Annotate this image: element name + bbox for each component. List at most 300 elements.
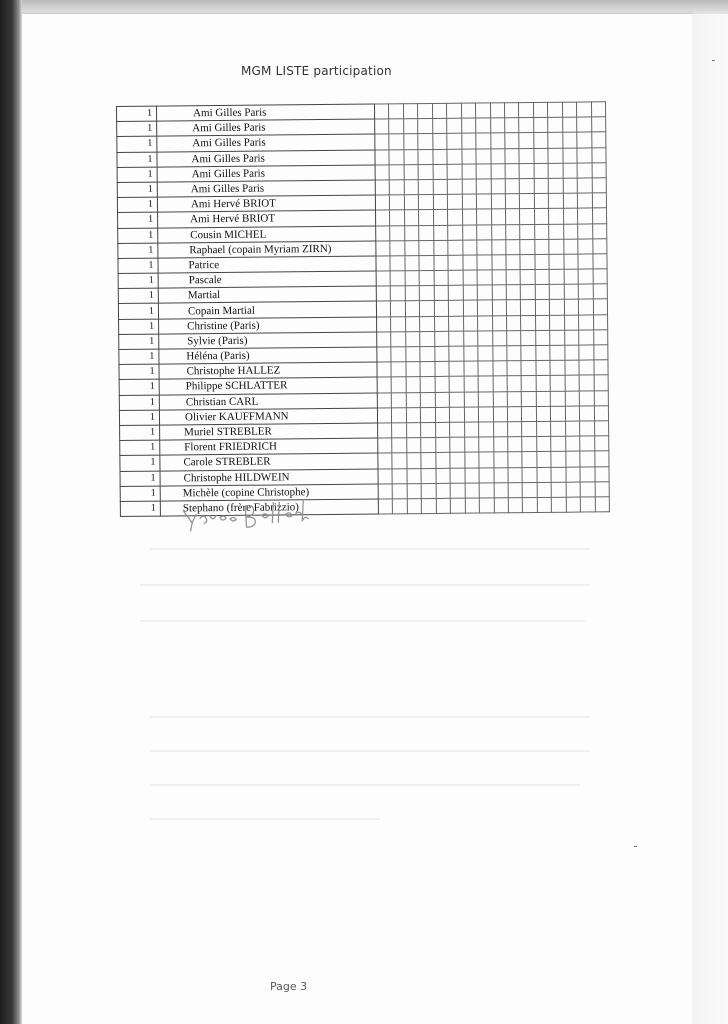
tick-cell	[450, 498, 465, 513]
tick-cell	[594, 436, 609, 451]
participant-count: 1	[120, 455, 160, 471]
tick-cell	[391, 362, 406, 377]
tick-cell	[448, 194, 463, 209]
tick-cell	[548, 117, 563, 132]
participant-count: 1	[119, 319, 159, 335]
tick-cell	[591, 117, 606, 132]
participant-count: 1	[119, 364, 159, 380]
tick-cell	[549, 209, 564, 224]
tick-cell	[521, 285, 536, 300]
tick-cell	[406, 331, 421, 346]
participant-count: 1	[117, 152, 157, 168]
tick-cell	[465, 468, 480, 483]
participant-name: Ami Gilles Paris	[157, 134, 375, 151]
participant-name: Stephano (frère Fabrizzio)	[160, 499, 378, 516]
tick-cell	[389, 119, 404, 134]
tick-cell	[375, 195, 390, 210]
tick-cell	[593, 254, 608, 269]
tick-cell	[419, 271, 434, 286]
tick-cell	[434, 316, 449, 331]
tick-cell	[534, 209, 549, 224]
tick-cell	[477, 300, 492, 315]
tick-cell	[520, 254, 535, 269]
tick-cell	[418, 119, 433, 134]
participant-count: 1	[118, 258, 158, 274]
participant-count: 1	[119, 395, 159, 411]
participant-count: 1	[120, 440, 160, 456]
tick-cell	[419, 255, 434, 270]
tick-cell	[436, 453, 451, 468]
tick-cell	[436, 468, 451, 483]
tick-cell	[433, 149, 448, 164]
tick-cell	[491, 194, 506, 209]
tick-cell	[491, 179, 506, 194]
tick-cell	[404, 195, 419, 210]
tick-cell	[461, 103, 476, 118]
tick-cell	[375, 134, 390, 149]
tick-cell	[579, 375, 594, 390]
participant-name: Héléna (Paris)	[159, 347, 377, 364]
tick-cell	[563, 148, 578, 163]
tick-cell	[507, 376, 522, 391]
tick-cell	[390, 225, 405, 240]
tick-cell	[519, 133, 534, 148]
tick-cell	[591, 102, 606, 117]
tick-cell	[520, 209, 535, 224]
tick-cell	[478, 331, 493, 346]
tick-cell	[433, 164, 448, 179]
tick-cell	[447, 149, 462, 164]
tick-cell	[549, 239, 564, 254]
tick-cell	[577, 117, 592, 132]
tick-cell	[494, 482, 509, 497]
tick-cell	[392, 377, 407, 392]
participant-name: Olivier KAUFFMANN	[159, 408, 377, 425]
tick-cell	[548, 148, 563, 163]
tick-cell	[566, 497, 581, 512]
tick-cell	[490, 148, 505, 163]
participant-name: Christine (Paris)	[159, 317, 377, 334]
tick-cell	[507, 361, 522, 376]
tick-cell	[521, 376, 536, 391]
tick-cell	[478, 316, 493, 331]
tick-cell	[378, 484, 393, 499]
participant-name: Christophe HALLEZ	[159, 362, 377, 379]
tick-cell	[536, 345, 551, 360]
participant-count: 1	[118, 273, 158, 289]
tick-cell	[421, 453, 436, 468]
scan-speck	[712, 60, 715, 61]
tick-cell	[551, 482, 566, 497]
participant-name: Christian CARL	[159, 393, 377, 410]
tick-cell	[433, 134, 448, 149]
tick-cell	[536, 376, 551, 391]
tick-cell	[490, 103, 505, 118]
participant-name: Florent FRIEDRICH	[160, 438, 378, 455]
tick-cell	[434, 286, 449, 301]
tick-cell	[479, 467, 494, 482]
tick-cell	[520, 178, 535, 193]
tick-cell	[421, 483, 436, 498]
tick-cell	[421, 438, 436, 453]
tick-cell	[591, 147, 606, 162]
tick-cell	[594, 451, 609, 466]
tick-cell	[535, 300, 550, 315]
tick-cell	[390, 180, 405, 195]
scan-speck	[634, 846, 637, 847]
tick-cell	[433, 210, 448, 225]
tick-cell	[566, 467, 581, 482]
tick-cell	[462, 209, 477, 224]
participant-name: Carole STREBLER	[160, 453, 378, 470]
tick-cell	[420, 316, 435, 331]
tick-cell	[562, 102, 577, 117]
tick-cell	[448, 285, 463, 300]
tick-cell	[432, 103, 447, 118]
tick-cell	[419, 179, 434, 194]
tick-cell	[377, 408, 392, 423]
document-title: MGM LISTE participation	[241, 64, 392, 78]
tick-cell	[493, 376, 508, 391]
tick-cell	[462, 240, 477, 255]
tick-cell	[551, 467, 566, 482]
participant-count: 1	[118, 212, 158, 228]
tick-cell	[374, 104, 389, 119]
tick-cell	[549, 254, 564, 269]
show-through-line	[150, 784, 580, 786]
tick-cell	[376, 286, 391, 301]
tick-cell	[549, 284, 564, 299]
tick-cell	[580, 406, 595, 421]
tick-cell	[578, 239, 593, 254]
tick-cell	[549, 193, 564, 208]
tick-cell	[492, 270, 507, 285]
participant-count: 1	[119, 379, 159, 395]
show-through-line	[150, 548, 590, 550]
tick-cell	[404, 180, 419, 195]
tick-cell	[435, 407, 450, 422]
participant-name: Pascale	[158, 271, 376, 288]
tick-cell	[563, 163, 578, 178]
tick-cell	[551, 421, 566, 436]
tick-cell	[535, 315, 550, 330]
tick-cell	[419, 225, 434, 240]
participant-name: Ami Gilles Paris	[157, 165, 375, 182]
tick-cell	[418, 149, 433, 164]
participant-name: Ami Gilles Paris	[157, 104, 375, 121]
tick-cell	[476, 164, 491, 179]
tick-cell	[579, 330, 594, 345]
tick-cell	[492, 285, 507, 300]
tick-cell	[506, 285, 521, 300]
tick-cell	[522, 421, 537, 436]
tick-cell	[550, 360, 565, 375]
tick-cell	[491, 164, 506, 179]
tick-cell	[506, 300, 521, 315]
tick-cell	[507, 422, 522, 437]
tick-cell	[464, 422, 479, 437]
participant-name: Muriel STREBLER	[160, 423, 378, 440]
tick-cell	[592, 238, 607, 253]
tick-cell	[580, 451, 595, 466]
tick-cell	[522, 452, 537, 467]
participant-name: Cousin MICHEL	[158, 226, 376, 243]
tick-cell	[592, 163, 607, 178]
participant-name: Ami Hervé BRIOT	[157, 195, 375, 212]
tick-cell	[405, 255, 420, 270]
tick-cell	[418, 164, 433, 179]
tick-cell	[519, 102, 534, 117]
tick-cell	[534, 133, 549, 148]
tick-cell	[464, 407, 479, 422]
tick-cell	[579, 360, 594, 375]
scan-shadow-left	[0, 0, 22, 1024]
tick-cell	[548, 178, 563, 193]
tick-cell	[508, 452, 523, 467]
tick-cell	[448, 270, 463, 285]
tick-cell	[435, 437, 450, 452]
tick-cell	[593, 269, 608, 284]
tick-cell	[463, 316, 478, 331]
tick-cell	[419, 210, 434, 225]
tick-cell	[535, 239, 550, 254]
tick-cell	[564, 254, 579, 269]
tick-cell	[537, 467, 552, 482]
tick-cell	[580, 466, 595, 481]
tick-cell	[435, 422, 450, 437]
tick-cell	[492, 361, 507, 376]
page-number: Page 3	[270, 980, 308, 993]
tick-cell	[577, 132, 592, 147]
tick-cell	[533, 102, 548, 117]
tick-cell	[521, 345, 536, 360]
participant-count: 1	[117, 197, 157, 213]
tick-cell	[565, 436, 580, 451]
tick-cell	[391, 271, 406, 286]
tick-cell	[491, 224, 506, 239]
tick-cell	[506, 224, 521, 239]
tick-cell	[508, 437, 523, 452]
tick-cell	[433, 225, 448, 240]
tick-cell	[462, 194, 477, 209]
tick-cell	[594, 375, 609, 390]
tick-cell	[463, 346, 478, 361]
tick-cell	[565, 406, 580, 421]
tick-cell	[375, 180, 390, 195]
tick-cell	[391, 286, 406, 301]
tick-cell	[534, 193, 549, 208]
tick-cell	[508, 467, 523, 482]
tick-cell	[563, 224, 578, 239]
tick-cell	[566, 482, 581, 497]
tick-cell	[377, 332, 392, 347]
tick-cell	[492, 300, 507, 315]
tick-cell	[505, 118, 520, 133]
tick-cell	[493, 437, 508, 452]
tick-cell	[505, 133, 520, 148]
tick-cell	[419, 195, 434, 210]
tick-cell	[436, 483, 451, 498]
participant-count: 1	[117, 167, 157, 183]
tick-cell	[420, 301, 435, 316]
tick-cell	[433, 179, 448, 194]
tick-cell	[461, 118, 476, 133]
tick-cell	[420, 286, 435, 301]
tick-cell	[476, 148, 491, 163]
tick-cell	[392, 423, 407, 438]
tick-cell	[449, 316, 464, 331]
participant-count: 1	[117, 182, 157, 198]
tick-cell	[418, 103, 433, 118]
tick-cell	[463, 300, 478, 315]
tick-cell	[392, 438, 407, 453]
tick-cell	[477, 209, 492, 224]
tick-cell	[476, 118, 491, 133]
tick-cell	[592, 178, 607, 193]
participant-name: Ami Hervé BRIOT	[158, 210, 376, 227]
tick-cell	[476, 103, 491, 118]
participant-count: 1	[118, 243, 158, 259]
tick-cell	[389, 104, 404, 119]
tick-cell	[407, 438, 422, 453]
tick-cell	[552, 497, 567, 512]
tick-cell	[390, 164, 405, 179]
tick-cell	[464, 361, 479, 376]
tick-cell	[536, 406, 551, 421]
tick-cell	[419, 240, 434, 255]
tick-cell	[550, 376, 565, 391]
tick-cell	[593, 284, 608, 299]
tick-cell	[392, 468, 407, 483]
tick-cell	[592, 193, 607, 208]
tick-cell	[449, 346, 464, 361]
tick-cell	[477, 285, 492, 300]
tick-cell	[493, 467, 508, 482]
tick-cell	[436, 498, 451, 513]
tick-cell	[447, 134, 462, 149]
tick-cell	[505, 148, 520, 163]
tick-cell	[479, 483, 494, 498]
tick-cell	[507, 406, 522, 421]
tick-cell	[577, 148, 592, 163]
tick-cell	[462, 164, 477, 179]
tick-cell	[404, 210, 419, 225]
tick-cell	[593, 345, 608, 360]
participant-name: Philippe SCHLATTER	[159, 377, 377, 394]
tick-cell	[534, 178, 549, 193]
tick-cell	[491, 239, 506, 254]
tick-cell	[519, 118, 534, 133]
tick-cell	[594, 390, 609, 405]
tick-cell	[564, 284, 579, 299]
tick-cell	[464, 392, 479, 407]
tick-cell	[377, 347, 392, 362]
tick-cell	[376, 241, 391, 256]
tick-cell	[505, 209, 520, 224]
tick-cell	[521, 315, 536, 330]
tick-cell	[522, 406, 537, 421]
tick-cell	[389, 149, 404, 164]
show-through-line	[150, 818, 380, 820]
tick-cell	[490, 118, 505, 133]
tick-cell	[404, 134, 419, 149]
tick-cell	[463, 255, 478, 270]
tick-cell	[490, 133, 505, 148]
tick-cell	[449, 392, 464, 407]
tick-cell	[565, 360, 580, 375]
tick-cell	[478, 361, 493, 376]
tick-cell	[478, 391, 493, 406]
tick-cell	[578, 269, 593, 284]
tick-cell	[406, 392, 421, 407]
tick-cell	[594, 406, 609, 421]
tick-cell	[378, 468, 393, 483]
tick-cell	[549, 224, 564, 239]
tick-cell	[537, 482, 552, 497]
tick-cell	[536, 361, 551, 376]
tick-cell	[390, 210, 405, 225]
tick-cell	[376, 225, 391, 240]
tick-cell	[521, 330, 536, 345]
tick-cell	[391, 347, 406, 362]
tick-cell	[450, 468, 465, 483]
tick-cell	[579, 345, 594, 360]
tick-cell	[463, 331, 478, 346]
tick-cell	[550, 315, 565, 330]
tick-cell	[418, 134, 433, 149]
tick-cell	[479, 437, 494, 452]
tick-cell	[595, 466, 610, 481]
tick-cell	[391, 316, 406, 331]
tick-cell	[404, 149, 419, 164]
tick-cell	[432, 119, 447, 134]
tick-cell	[523, 497, 538, 512]
tick-cell	[493, 407, 508, 422]
tick-cell	[434, 270, 449, 285]
tick-cell	[421, 422, 436, 437]
tick-cell	[378, 423, 393, 438]
tick-cell	[535, 269, 550, 284]
tick-cell	[494, 498, 509, 513]
tick-cell	[405, 286, 420, 301]
tick-cell	[378, 438, 393, 453]
tick-cell	[390, 256, 405, 271]
tick-cell	[535, 285, 550, 300]
tick-cell	[548, 163, 563, 178]
tick-cell	[464, 452, 479, 467]
participant-name: Raphael (copain Myriam ZIRN)	[158, 241, 376, 258]
tick-cell	[493, 391, 508, 406]
tick-cell	[406, 362, 421, 377]
tick-cell	[447, 164, 462, 179]
tick-cell	[420, 331, 435, 346]
tick-cell	[551, 406, 566, 421]
tick-cell	[450, 407, 465, 422]
tick-cell	[506, 239, 521, 254]
tick-cell	[377, 362, 392, 377]
tick-cell	[421, 392, 436, 407]
tick-cell	[447, 118, 462, 133]
tick-cell	[464, 437, 479, 452]
tick-cell	[462, 179, 477, 194]
tick-cell	[549, 269, 564, 284]
tick-cell	[579, 315, 594, 330]
tick-cell	[550, 345, 565, 360]
tick-cell	[434, 331, 449, 346]
tick-cell	[565, 375, 580, 390]
participant-count: 1	[117, 121, 157, 137]
tick-cell	[378, 453, 393, 468]
